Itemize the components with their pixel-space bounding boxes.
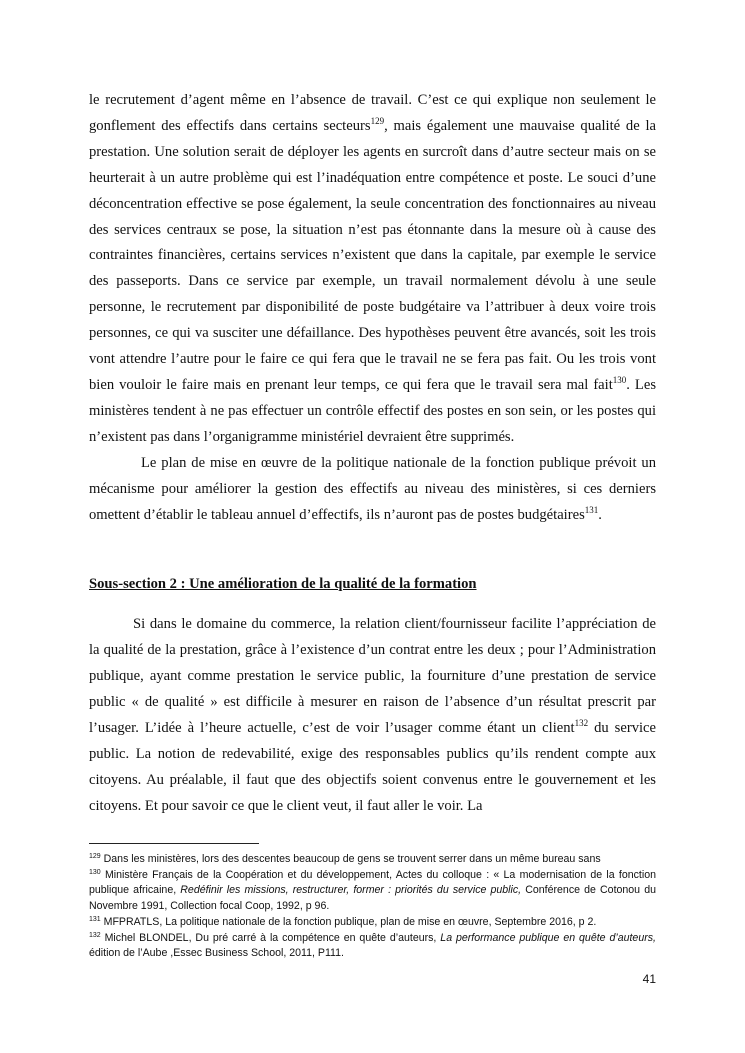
paragraph-1-part-b: , mais également une mauvaise qualité de la prestation. Une solution serait de déployer les agents en surcroît dans d’autre secteur mais on se heurterait à un autre problème qui est l’inadéquation entre compétence et poste. Le souci d’une déconcentration effective se pose également, la seule concentration des fonctionnaires au niveau des services centraux se pose, la situation n’est pas étonnante dans la mesure où à cause des contraintes financières, certains services n’existent que dans la capitale, par exemple le service des passeports. Dans ce service par exemple, un travail normalement dévolu à une seule personne, le recrutement par disponibilité de poste budgétaire va l’attribuer à deux voire trois personnes, ce qui va susciter une défaillance. Des hypothèses peuvent être avancés, soit les trois vont attendre l’autre pour le faire ce qui fera que le travail ne se fera pas fait. Ou les trois vont bien vouloir le faire mais en prenant leur temps, ce qui fera que le travail sera mal fait [89, 117, 656, 393]
footnote-number: 129 [89, 853, 101, 860]
paragraph-3 [89, 612, 656, 819]
footnote-text: MFPRATLS, La politique nationale de la fonction publique, plan de mise en œuvre, Septembre 2016, p 2. [100, 915, 597, 928]
footnote-text: Michel BLONDEL, Du pré carré à la compétence en quête d’auteurs, [100, 931, 441, 944]
footnote-129 [89, 852, 656, 868]
footnote-number: 130 [89, 868, 101, 876]
paragraph-2 [89, 451, 656, 529]
paragraph-2-part-b: . [598, 506, 602, 523]
section-title: Sous-section 2 : Une amélioration de la qualité de la formation [89, 576, 477, 593]
page-number: 41 [642, 972, 656, 986]
footnote-italic-title: Redéfinir les missions, restructurer, former : priorités du service public, [180, 884, 522, 897]
footnote-131 [89, 915, 656, 931]
paragraph-3-part-b: du service public. La notion de redevabilité, exige des responsables publics qu’ils rendent compte aux citoyens. Au préalable, il faut que des objectifs soient convenus entre le gouvernement et les citoyens. Et pour savoir ce que le client veut, il faut aller le voir. La [89, 719, 656, 814]
footnote-text: Conférence de Cotonou du Novembre 1991, Collection focal Coop, 1992, p 96. [89, 884, 656, 913]
paragraph-1-part-a: le recrutement d’agent même en l’absence de travail. C’est ce qui explique non seulement le gonflement des effectifs dans certains secteurs [89, 92, 656, 134]
footnote-ref-129[interactable]: 129 [370, 115, 385, 126]
footnote-number: 131 [89, 915, 101, 923]
footnote-text: édition de l’Aube ,Essec Business School, 2011, P111. [89, 947, 344, 960]
spacer [89, 528, 656, 572]
paragraph-1 [89, 88, 656, 451]
footnote-separator [89, 843, 259, 844]
footnote-132 [89, 931, 656, 962]
footnote-ref-130[interactable]: 130 [612, 374, 627, 385]
spacer [89, 598, 656, 612]
footnote-text: Ministère Français de la Coopération et du développement, Actes du colloque : « La modernisation de la fonction publique africaine, [89, 868, 656, 897]
footnote-ref-131[interactable]: 131 [584, 504, 599, 515]
footnote-italic-title: La performance publique en quête d’auteurs, [440, 931, 656, 944]
paragraph-1-part-c: . Les ministères tendent à ne pas effectuer un contrôle effectif des postes en son sein, or les postes qui n’existent pas dans l’organigramme ministériel devraient être supprimés. [89, 376, 656, 445]
footnotes [89, 852, 656, 962]
footnote-text: Dans les ministères, lors des descentes beaucoup de gens se trouvent serrer dans un même bureau sans [100, 853, 601, 865]
footnote-130 [89, 868, 656, 915]
paragraph-3-part-a: Si dans le domaine du commerce, la relation client/fournisseur facilite l’appréciation de la qualité de la prestation, grâce à l’existence d’un contrat entre les deux ; pour l’Administration publique, ayant comme prestation le service public, la fourniture d’une prestation de service public « de qualité » est difficile à mesurer en raison de l’absence d’un résultat prescrit par l’usager. L’idée à l’heure actuelle, c’est de voir l’usager comme étant un client [89, 616, 656, 736]
footnote-number: 132 [89, 931, 101, 939]
body-text [89, 88, 656, 820]
footnote-ref-132[interactable]: 132 [574, 717, 589, 728]
paragraph-2-part-a: Le plan de mise en œuvre de la politique nationale de la fonction publique prévoit un mécanisme pour améliorer la gestion des effectifs au niveau des ministères, si ces derniers omettent d’établir le tableau annuel d’effectifs, ils n’auront pas de postes budgétaires [89, 454, 656, 523]
